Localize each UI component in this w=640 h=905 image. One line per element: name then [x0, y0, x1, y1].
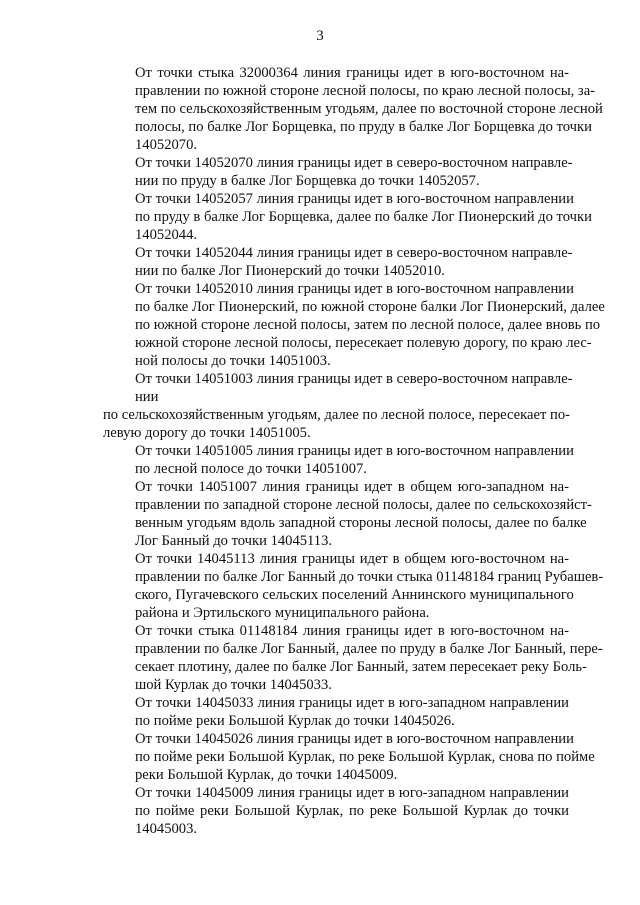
paragraph	[103, 442, 574, 478]
text-line: ского, Пугачевского сельских поселений Аннинского муниципального	[135, 587, 574, 603]
text-line: южной стороне лесной полосы, пересекает полевую дорогу, по краю лес-	[135, 335, 592, 351]
text-line: по пруду в балке Лог Борщевка, далее по балке Лог Пионерский до точки	[135, 209, 592, 225]
paragraph	[103, 694, 569, 730]
text-line: венным угодьям вдоль западной стороны лесной полосы, далее по балке	[135, 515, 587, 531]
paragraph	[103, 730, 595, 784]
paragraph	[103, 784, 569, 838]
text-line: От точки 14052044 линия границы идет в северо-восточном направле-	[135, 245, 573, 261]
text-line: От точки 14045026 линия границы идет в юго-восточном направлении	[135, 731, 574, 747]
text-line: нии	[135, 389, 159, 405]
text-line: нии по пруду в балке Лог Борщевка до точки 14052057.	[135, 173, 480, 189]
text-line: по лесной полосе до точки 14051007.	[135, 461, 367, 477]
paragraph	[103, 406, 569, 442]
text-line: по пойме реки Большой Курлак, по реке Большой Курлак, снова по пойме	[135, 749, 595, 765]
text-line: От точки 14051003 линия границы идет в северо-восточном направле-	[135, 371, 573, 387]
text-line: правлении по балке Лог Банный, далее по пруду в балке Лог Банный, пере-	[135, 641, 603, 657]
text-line: От точки 14052070 линия границы идет в северо-восточном направле-	[135, 155, 573, 171]
text-line: района и Эртильского муниципального района.	[135, 605, 430, 621]
text-line: по пойме реки Большой Курлак до точки 14045026.	[135, 713, 455, 729]
text-line: От точки 14052057 линия границы идет в юго-восточном направлении	[135, 191, 574, 207]
text-line: 14052044.	[135, 227, 198, 243]
paragraph	[103, 478, 592, 550]
paragraph	[103, 622, 603, 694]
text-line: От точки 14052010 линия границы идет в юго-восточном направлении	[135, 281, 574, 297]
text-line: по южной стороне лесной полосы, затем по лесной полосе, далее вновь по	[135, 317, 601, 333]
paragraph	[103, 64, 603, 154]
text-line: От точки 14045033 линия границы идет в юго-западном направлении	[135, 695, 569, 711]
text-line: полосы, по балке Лог Борщевка, по пруду в балке Лог Борщевка до точки	[135, 119, 592, 135]
text-line: От точки 14051007 линия границы идет в общем юго-западном на-	[135, 479, 569, 495]
paragraph	[103, 244, 573, 280]
text-line: От точки 14051005 линия границы идет в юго-восточном направлении	[135, 443, 574, 459]
text-line: шой Курлак до точки 14045033.	[135, 677, 332, 693]
text-line: 14052070.	[135, 137, 198, 153]
text-line: секает плотину, далее по балке Лог Банный, затем пересекает реку Боль-	[135, 659, 587, 675]
page-number: 3	[316, 28, 324, 44]
text-line: От точки 14045009 линия границы идет в юго-западном направлении	[135, 785, 569, 801]
text-line: Лог Банный до точки 14045113.	[135, 533, 333, 549]
text-line: по пойме реки Большой Курлак, по реке Большой Курлак до точки	[135, 803, 569, 819]
text-line: правлении по балке Лог Банный до точки стыка 01148184 границ Рубашев-	[135, 569, 604, 585]
text-line: правлении по западной стороне лесной полосы, далее по сельскохозяйст-	[135, 497, 592, 513]
document-body	[103, 64, 605, 838]
text-line: правлении по южной стороне лесной полосы, по краю лесной полосы, за-	[135, 83, 596, 99]
paragraph	[103, 550, 604, 622]
text-line: по сельскохозяйственным угодьям, далее по лесной полосе, пересекает по-	[103, 407, 570, 423]
text-line: левую дорогу до точки 14051005.	[103, 425, 311, 441]
paragraph	[103, 280, 605, 370]
text-line: От точки стыка 01148184 линия границы идет в юго-восточном на-	[135, 623, 569, 639]
text-line: От точки 14045113 линия границы идет в общем юго-восточном на-	[135, 551, 569, 567]
text-line: нии по балке Лог Пионерский до точки 14052010.	[135, 263, 445, 279]
text-line: тем по сельскохозяйственным угодьям, далее по восточной стороне лесной	[135, 101, 603, 117]
text-line: ной полосы до точки 14051003.	[135, 353, 331, 369]
paragraph	[103, 190, 592, 244]
text-line: по балке Лог Пионерский, по южной стороне балки Лог Пионерский, далее	[135, 299, 605, 315]
text-line: От точки стыка 32000364 линия границы идет в юго-восточном на-	[135, 65, 569, 81]
text-line: реки Большой Курлак, до точки 14045009.	[135, 767, 398, 783]
paragraph	[103, 154, 573, 190]
text-line: 14045003.	[135, 821, 198, 837]
paragraph	[103, 370, 573, 406]
